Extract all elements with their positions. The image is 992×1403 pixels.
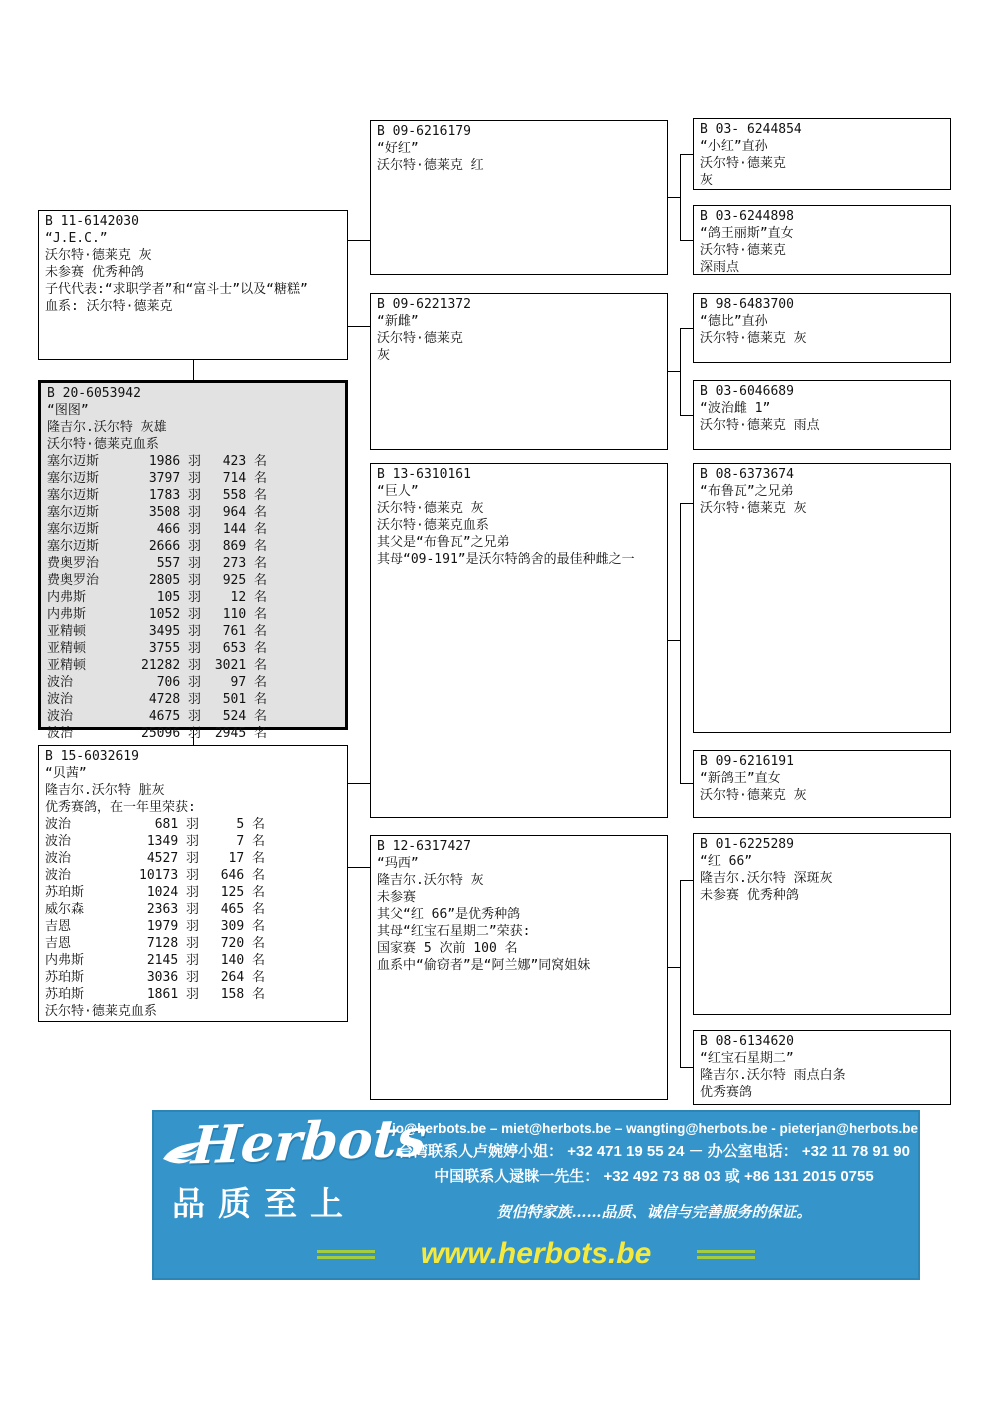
- race-placing: 3021 名: [214, 658, 267, 673]
- text-line: “巨人”: [377, 484, 419, 499]
- race-name: 塞尔迈斯: [47, 539, 100, 554]
- decorative-double-line: [317, 1250, 375, 1259]
- race-result-row: [47, 606, 341, 623]
- race-result-row: [47, 691, 341, 708]
- pedigree-box-b12-6317427: [370, 835, 668, 1100]
- text-line: 血系中“偷窃者”是“阿兰娜”同窝姐妹: [377, 958, 591, 973]
- race-placing: 125 名: [220, 885, 265, 900]
- race-placing: 140 名: [220, 953, 265, 968]
- text-line: 沃尔特·德莱克 灰: [700, 788, 807, 803]
- text-lines: [700, 483, 946, 517]
- connector-line: [348, 326, 370, 327]
- race-name: 威尔森: [45, 902, 85, 917]
- herbots-logo-text: Herbots: [189, 1107, 429, 1177]
- pedigree-box-b98-6483700: [693, 293, 951, 363]
- race-name: 费奥罗治: [47, 573, 100, 588]
- race-name: 亚精顿: [47, 658, 87, 673]
- connector-line: [668, 371, 680, 372]
- race-placing: 646 名: [220, 868, 265, 883]
- text-lines: [700, 138, 946, 189]
- race-placing: 273 名: [222, 556, 267, 571]
- race-placing: 714 名: [222, 471, 267, 486]
- connector-line: [680, 1067, 693, 1068]
- race-birds-count: 681 羽: [154, 817, 199, 832]
- text-line: 优秀赛鸽: [700, 1085, 753, 1100]
- text-line: “红宝石星期二”: [700, 1051, 794, 1066]
- banner-website-row: [154, 1238, 918, 1270]
- race-name: 吉恩: [45, 919, 72, 934]
- race-result-row: [45, 918, 343, 935]
- race-placing: 964 名: [222, 505, 267, 520]
- text-lines: [700, 1050, 946, 1101]
- race-placing: 761 名: [222, 624, 267, 639]
- race-birds-count: 3495 羽: [148, 624, 201, 639]
- connector-line: [680, 880, 681, 1067]
- text-line: 隆吉尔.沃尔特 深斑灰: [700, 871, 833, 886]
- text-lines: [47, 402, 341, 453]
- text-line: 沃尔特·德莱克: [700, 243, 786, 258]
- connector-line: [668, 197, 680, 198]
- connector-line: [193, 360, 194, 380]
- race-name: 吉恩: [45, 936, 72, 951]
- herbots-banner: [152, 1107, 920, 1280]
- race-result-row: [47, 708, 341, 725]
- race-placing: 7 名: [236, 834, 265, 849]
- pedigree-box-b03-6244854: [693, 118, 951, 190]
- connector-line: [348, 867, 370, 868]
- banner-emails: jo@herbots.be – miet@herbots.be – wangting@herbots.be - pieterjan@herbots.be: [392, 1121, 918, 1136]
- race-result-row: [47, 504, 341, 521]
- herbots-logo-area: [162, 1107, 429, 1225]
- race-result-row: [45, 986, 343, 1003]
- text-line: “鸽王丽斯”直女: [700, 226, 794, 241]
- race-result-row: [47, 589, 341, 606]
- race-birds-count: 10173 羽: [139, 868, 199, 883]
- race-result-row: [47, 657, 341, 674]
- race-name: 波治: [47, 692, 74, 707]
- connector-line: [680, 503, 681, 783]
- ring-number: B 98-6483700: [700, 297, 794, 312]
- banner-website-url: www.herbots.be: [420, 1237, 652, 1270]
- text-lines: [45, 1003, 343, 1020]
- text-line: 沃尔特·德莱克血系: [45, 1004, 157, 1019]
- ring-number: B 20-6053942: [47, 386, 141, 401]
- race-birds-count: 4527 羽: [146, 851, 199, 866]
- race-name: 波治: [45, 851, 72, 866]
- race-result-row: [45, 816, 343, 833]
- text-line: “J.E.C.”: [45, 231, 108, 246]
- race-name: 亚精顿: [47, 624, 87, 639]
- herbots-logo-slogan: 品质至上: [172, 1184, 356, 1223]
- text-line: 其父是“布鲁瓦”之兄弟: [377, 535, 510, 550]
- ring-number: B 09-6216191: [700, 754, 794, 769]
- connector-line: [680, 415, 693, 416]
- text-line: “德比”直孙: [700, 314, 768, 329]
- race-birds-count: 3755 羽: [148, 641, 201, 656]
- text-line: 其母“09-191”是沃尔特鸽舍的最佳种雌之一: [377, 552, 635, 567]
- race-result-row: [47, 538, 341, 555]
- connector-line: [348, 783, 370, 784]
- text-line: 隆吉尔.沃尔特 脏灰: [45, 783, 165, 798]
- race-birds-count: 105 羽: [156, 590, 201, 605]
- race-result-row: [45, 884, 343, 901]
- text-line: 沃尔特·德莱克 灰: [700, 331, 807, 346]
- ring-number: B 01-6225289: [700, 837, 794, 852]
- connector-line: [668, 640, 680, 641]
- race-placing: 524 名: [222, 709, 267, 724]
- race-birds-count: 1052 羽: [148, 607, 201, 622]
- race-name: 塞尔迈斯: [47, 488, 100, 503]
- text-line: “布鲁瓦”之兄弟: [700, 484, 794, 499]
- race-birds-count: 1861 羽: [146, 987, 199, 1002]
- race-name: 波治: [47, 726, 74, 741]
- connector-line: [680, 240, 693, 241]
- race-result-row: [47, 623, 341, 640]
- race-result-row: [47, 572, 341, 589]
- text-line: 沃尔特·德莱克血系: [47, 437, 159, 452]
- text-line: 未参赛 优秀种鸽: [700, 888, 799, 903]
- race-birds-count: 1783 羽: [148, 488, 201, 503]
- text-line: 其母“红宝石星期二”荣获:: [377, 924, 531, 939]
- text-line: 灰: [377, 348, 391, 363]
- text-line: 未参赛 优秀种鸽: [45, 265, 144, 280]
- race-placing: 144 名: [222, 522, 267, 537]
- race-name: 波治: [45, 868, 72, 883]
- text-line: “贝茜”: [45, 766, 87, 781]
- race-name: 内弗斯: [45, 953, 85, 968]
- race-result-row: [47, 453, 341, 470]
- race-result-row: [47, 521, 341, 538]
- race-birds-count: 7128 羽: [146, 936, 199, 951]
- text-line: “红 66”: [700, 854, 753, 869]
- text-line: “小红”直孙: [700, 139, 768, 154]
- race-birds-count: 1024 羽: [146, 885, 199, 900]
- ring-number: B 09-6221372: [377, 297, 471, 312]
- race-name: 亚精顿: [47, 641, 87, 656]
- race-birds-count: 25096 羽: [141, 726, 201, 741]
- pedigree-box-b09-6221372: [370, 293, 668, 450]
- race-placing: 869 名: [222, 539, 267, 554]
- ring-number: B 09-6216179: [377, 124, 471, 139]
- text-line: 隆吉尔.沃尔特 灰: [377, 873, 484, 888]
- pedigree-box-b03-6244898: [693, 205, 951, 275]
- ring-number: B 08-6134620: [700, 1034, 794, 1049]
- race-placing: 925 名: [222, 573, 267, 588]
- banner-family-slogan: 贺伯特家族……品质、诚信与完善服务的保证。: [496, 1203, 812, 1221]
- text-line: 血系: 沃尔特·德莱克: [45, 299, 173, 314]
- text-line: 国家赛 5 次前 100 名: [377, 941, 518, 956]
- text-line: 沃尔特·德莱克 灰: [45, 248, 152, 263]
- race-result-row: [45, 901, 343, 918]
- race-placing: 558 名: [222, 488, 267, 503]
- connector-line: [680, 503, 693, 504]
- connector-line: [668, 967, 680, 968]
- race-birds-count: 4728 羽: [148, 692, 201, 707]
- race-birds-count: 2363 羽: [146, 902, 199, 917]
- race-birds-count: 2666 羽: [148, 539, 201, 554]
- text-line: “好红”: [377, 141, 419, 156]
- race-birds-count: 2145 羽: [146, 953, 199, 968]
- race-name: 费奥罗治: [47, 556, 100, 571]
- race-birds-count: 557 羽: [156, 556, 201, 571]
- text-line: 优秀赛鸽，在一年里荣获:: [45, 800, 196, 815]
- race-placing: 5 名: [236, 817, 265, 832]
- race-result-row: [47, 725, 341, 742]
- connector-line: [680, 328, 681, 415]
- race-placing: 653 名: [222, 641, 267, 656]
- text-line: 子代代表:“求职学者”和“富斗士”以及“糖糕”: [45, 282, 308, 297]
- race-placing: 264 名: [220, 970, 265, 985]
- pedigree-box-b09-6216191: [693, 750, 951, 818]
- text-line: “玛西”: [377, 856, 419, 871]
- race-result-row: [45, 867, 343, 884]
- race-placing: 501 名: [222, 692, 267, 707]
- race-placing: 465 名: [220, 902, 265, 917]
- banner-phone-taiwan: 台湾联系人卢婉婷小姐： +32 471 19 55 24 － 办公室电话： +32 11 78 91 90: [398, 1143, 910, 1160]
- text-line: 沃尔特·德莱克: [700, 156, 786, 171]
- text-lines: [700, 770, 946, 804]
- ring-number: B 11-6142030: [45, 214, 139, 229]
- pedigree-box-b13-6310161: [370, 463, 668, 818]
- race-result-row: [45, 850, 343, 867]
- race-birds-count: 1979 羽: [146, 919, 199, 934]
- race-name: 苏珀斯: [45, 970, 85, 985]
- ring-number: B 12-6317427: [377, 839, 471, 854]
- text-lines: [377, 855, 663, 974]
- text-lines: [377, 313, 663, 364]
- race-name: 波治: [45, 834, 72, 849]
- text-line: 沃尔特·德莱克血系: [377, 518, 489, 533]
- connector-line: [680, 154, 693, 155]
- text-line: 沃尔特·德莱克 红: [377, 158, 484, 173]
- pedigree-box-b11-6142030: [38, 210, 348, 360]
- banner-contact-block: [392, 1121, 916, 1222]
- race-placing: 720 名: [220, 936, 265, 951]
- race-placing: 12 名: [230, 590, 267, 605]
- race-placing: 17 名: [228, 851, 265, 866]
- race-birds-count: 3036 羽: [146, 970, 199, 985]
- text-lines: [700, 313, 946, 347]
- race-name: 塞尔迈斯: [47, 454, 100, 469]
- race-result-row: [47, 555, 341, 572]
- race-name: 内弗斯: [47, 607, 87, 622]
- pedigree-box-b01-6225289: [693, 833, 951, 1015]
- text-line: 其父“红 66”是优秀种鸽: [377, 907, 521, 922]
- decorative-double-line: [697, 1250, 755, 1259]
- race-birds-count: 466 羽: [156, 522, 201, 537]
- ring-number: B 15-6032619: [45, 749, 139, 764]
- ring-number: B 03-6046689: [700, 384, 794, 399]
- pedigree-box-b20-6053942-subject: [38, 380, 348, 741]
- ring-number: B 03-6244898: [700, 209, 794, 224]
- text-line: 沃尔特·德莱克 灰: [700, 501, 807, 516]
- race-name: 苏珀斯: [45, 885, 85, 900]
- race-result-row: [45, 952, 343, 969]
- race-birds-count: 21282 羽: [141, 658, 201, 673]
- ring-number: B 08-6373674: [700, 467, 794, 482]
- text-line: 沃尔特·德莱克 雨点: [700, 418, 820, 433]
- text-lines: [45, 765, 343, 816]
- text-lines: [377, 483, 663, 568]
- text-line: “新雌”: [377, 314, 419, 329]
- text-line: 隆吉尔.沃尔特 雨点白条: [700, 1068, 846, 1083]
- race-birds-count: 1349 羽: [146, 834, 199, 849]
- race-name: 苏珀斯: [45, 987, 85, 1002]
- pedigree-box-b09-6216179: [370, 120, 668, 275]
- text-line: “波治雌 1”: [700, 401, 771, 416]
- race-results: [47, 453, 341, 742]
- pedigree-box-b08-6373674: [693, 463, 951, 733]
- race-placing: 2945 名: [214, 726, 267, 741]
- text-lines: [377, 140, 663, 174]
- text-lines: [700, 853, 946, 904]
- race-name: 塞尔迈斯: [47, 505, 100, 520]
- text-lines: [700, 225, 946, 276]
- text-line: 隆吉尔.沃尔特 灰雄: [47, 420, 167, 435]
- race-birds-count: 4675 羽: [148, 709, 201, 724]
- connector-line: [680, 880, 693, 881]
- text-line: 深雨点: [700, 260, 740, 275]
- race-placing: 97 名: [230, 675, 267, 690]
- text-line: “图图”: [47, 403, 89, 418]
- ring-number: B 03- 6244854: [700, 122, 802, 137]
- race-name: 塞尔迈斯: [47, 522, 100, 537]
- text-line: 沃尔特·德莱克 灰: [377, 501, 484, 516]
- text-line: “新鸽王”直女: [700, 771, 781, 786]
- race-name: 塞尔迈斯: [47, 471, 100, 486]
- race-name: 波治: [47, 675, 74, 690]
- banner-phone-china: 中国联系人逯睐一先生： +32 492 73 88 03 或 +86 131 2015 0755: [434, 1168, 874, 1185]
- text-lines: [45, 230, 343, 315]
- race-birds-count: 706 羽: [156, 675, 201, 690]
- text-line: 沃尔特·德莱克: [377, 331, 463, 346]
- pedigree-box-b03-6046689: [693, 380, 951, 450]
- race-birds-count: 1986 羽: [148, 454, 201, 469]
- text-lines: [700, 400, 946, 434]
- race-result-row: [45, 935, 343, 952]
- race-birds-count: 3797 羽: [148, 471, 201, 486]
- connector-line: [680, 783, 693, 784]
- race-result-row: [45, 969, 343, 986]
- connector-line: [348, 240, 370, 241]
- race-result-row: [45, 833, 343, 850]
- race-placing: 309 名: [220, 919, 265, 934]
- race-result-row: [47, 470, 341, 487]
- pedigree-box-b15-6032619: [38, 745, 348, 1022]
- race-name: 波治: [47, 709, 74, 724]
- race-placing: 110 名: [222, 607, 267, 622]
- ring-number: B 13-6310161: [377, 467, 471, 482]
- race-result-row: [47, 487, 341, 504]
- race-placing: 423 名: [222, 454, 267, 469]
- race-result-row: [47, 674, 341, 691]
- race-name: 波治: [45, 817, 72, 832]
- pedigree-box-b08-6134620: [693, 1030, 951, 1105]
- connector-line: [193, 730, 194, 745]
- connector-line: [680, 328, 693, 329]
- race-birds-count: 2805 羽: [148, 573, 201, 588]
- connector-line: [680, 154, 681, 240]
- race-placing: 158 名: [220, 987, 265, 1002]
- race-name: 内弗斯: [47, 590, 87, 605]
- text-line: 未参赛: [377, 890, 417, 905]
- race-result-row: [47, 640, 341, 657]
- race-birds-count: 3508 羽: [148, 505, 201, 520]
- text-line: 灰: [700, 173, 714, 188]
- race-results: [45, 816, 343, 1003]
